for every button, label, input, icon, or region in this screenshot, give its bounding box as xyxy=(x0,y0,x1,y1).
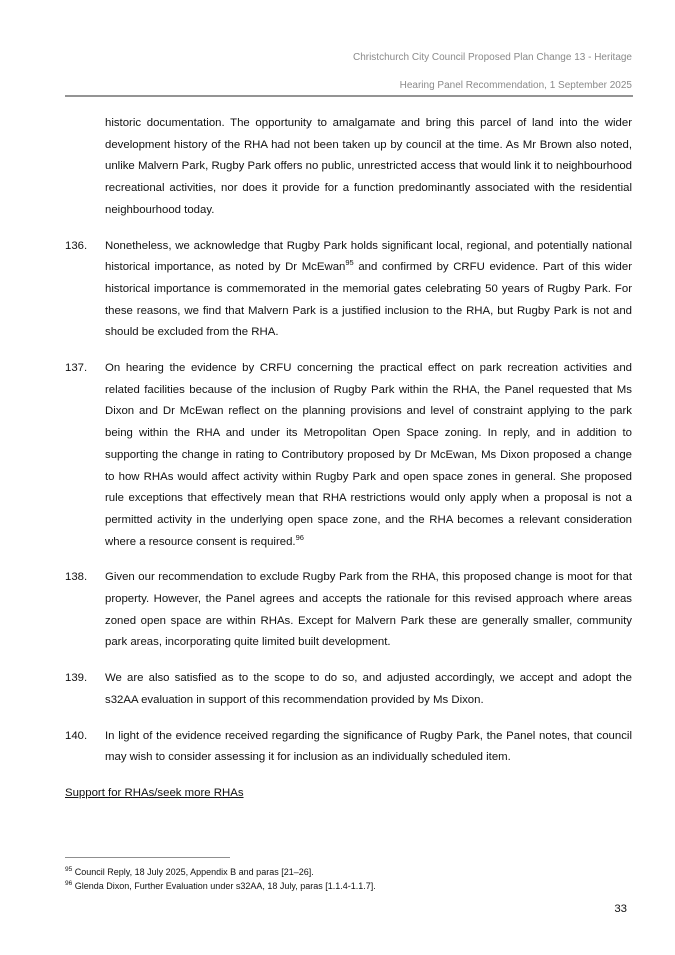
footnote-text: Glenda Dixon, Further Evaluation under s32AA, 18 July, paras [1.1.4-1.1.7]. xyxy=(72,880,376,891)
paragraph-run: Nonetheless, we acknowledge that Rugby Park holds significant local, regional, and potentially national historical importance, as noted by Dr McEwan xyxy=(105,239,632,274)
header-title: Christchurch City Council Proposed Plan Change 13 - Heritage xyxy=(352,52,632,63)
footnote-95 xyxy=(65,866,632,880)
paragraph-number: 136. xyxy=(65,239,88,252)
footnote-divider xyxy=(65,857,230,858)
paragraph-run: On hearing the evidence by CRFU concerning the practical effect on park recreation activities and related facilities because of the inclusion of Rugby Park within the RHA, the Panel requested that Ms Dixon and Dr McEwan reflect on the planning provisions and level of constraint applying to the park being within the RHA and under its Metropolitan Open Space zoning. In reply, and in addition to supporting the change in rating to Contributory proposed by Dr McEwan, Ms Dixon proposed a change to how RHAs would affect activity within Rugby Park and open space zones in general. She proposed rule exceptions that effectively mean that RHA restrictions would only apply when a proposal is not a permitted activity in the underlying open space zone, and the RHA becomes a relevant consideration where a resource consent is required. xyxy=(105,362,632,548)
paragraph-number: 138. xyxy=(65,571,88,584)
footnote-marker: 95 xyxy=(65,866,73,873)
section-heading: Support for RHAs/seek more RHAs xyxy=(65,786,244,799)
footnotes xyxy=(65,866,632,893)
paragraph-text: Given our recommendation to exclude Rugby Park from the RHA, this proposed change is moot for that property. However, the Panel agrees and accepts the rationale for this revised approach where areas zoned open space are within RHAs. Except for Malvern Park these are generally smaller, community park areas, incorporating quite limited built development. xyxy=(105,571,632,649)
paragraph-run: and confirmed by CRFU evidence. Part of this wider historical importance is commemorated in the memorial gates celebrating 50 years of Rugby Park. For these reasons, we find that Malvern Park is a justified inclusion to the RHA, but Rugby Park is not and should be excluded from the RHA. xyxy=(105,261,632,339)
paragraph-text xyxy=(105,236,632,345)
footnote-marker: 96 xyxy=(65,879,73,887)
paragraph-139 xyxy=(65,668,632,711)
paragraph-text: In light of the evidence received regarding the significance of Rugby Park, the Panel notes, that council may wish to consider assessing it for inclusion as an individually scheduled item. xyxy=(105,729,632,764)
header-divider xyxy=(65,95,633,97)
paragraph-137 xyxy=(65,358,632,553)
paragraph-number: 140. xyxy=(65,729,88,742)
footnote-96 xyxy=(65,880,632,894)
paragraph-number: 137. xyxy=(65,362,88,375)
paragraph-number: 139. xyxy=(65,672,88,685)
document-body xyxy=(65,113,632,805)
footnote-text: Council Reply, 18 July 2025, Appendix B and paras [21–26]. xyxy=(72,867,314,877)
paragraph-136 xyxy=(65,236,632,345)
paragraph-text xyxy=(105,358,632,553)
footnote-ref-96: 96 xyxy=(295,532,304,542)
paragraph-continuation: historic documentation. The opportunity to amalgamate and bring this parcel of land into the wider development history of the RHA had not been taken up by council at the time. As Mr Brown also noted, unlike Malvern Park, Rugby Park offers no public, unrestricted access that would link it to neighbourhood recreational activities, nor does it provide for a function predominantly associated with the residential neighbourhood today. xyxy=(105,117,632,216)
page-number: 33 xyxy=(614,903,627,915)
paragraph-140 xyxy=(65,726,632,769)
page-header xyxy=(65,44,632,100)
paragraph-138 xyxy=(65,567,632,654)
header-subtitle: Hearing Panel Recommendation, 1 September 2025 xyxy=(399,80,632,91)
paragraph-text: We are also satisfied as to the scope to do so, and adjusted accordingly, we accept and adopt the s32AA evaluation in support of this recommendation provided by Ms Dixon. xyxy=(105,672,632,706)
footnote-ref-95: 95 xyxy=(345,258,354,268)
